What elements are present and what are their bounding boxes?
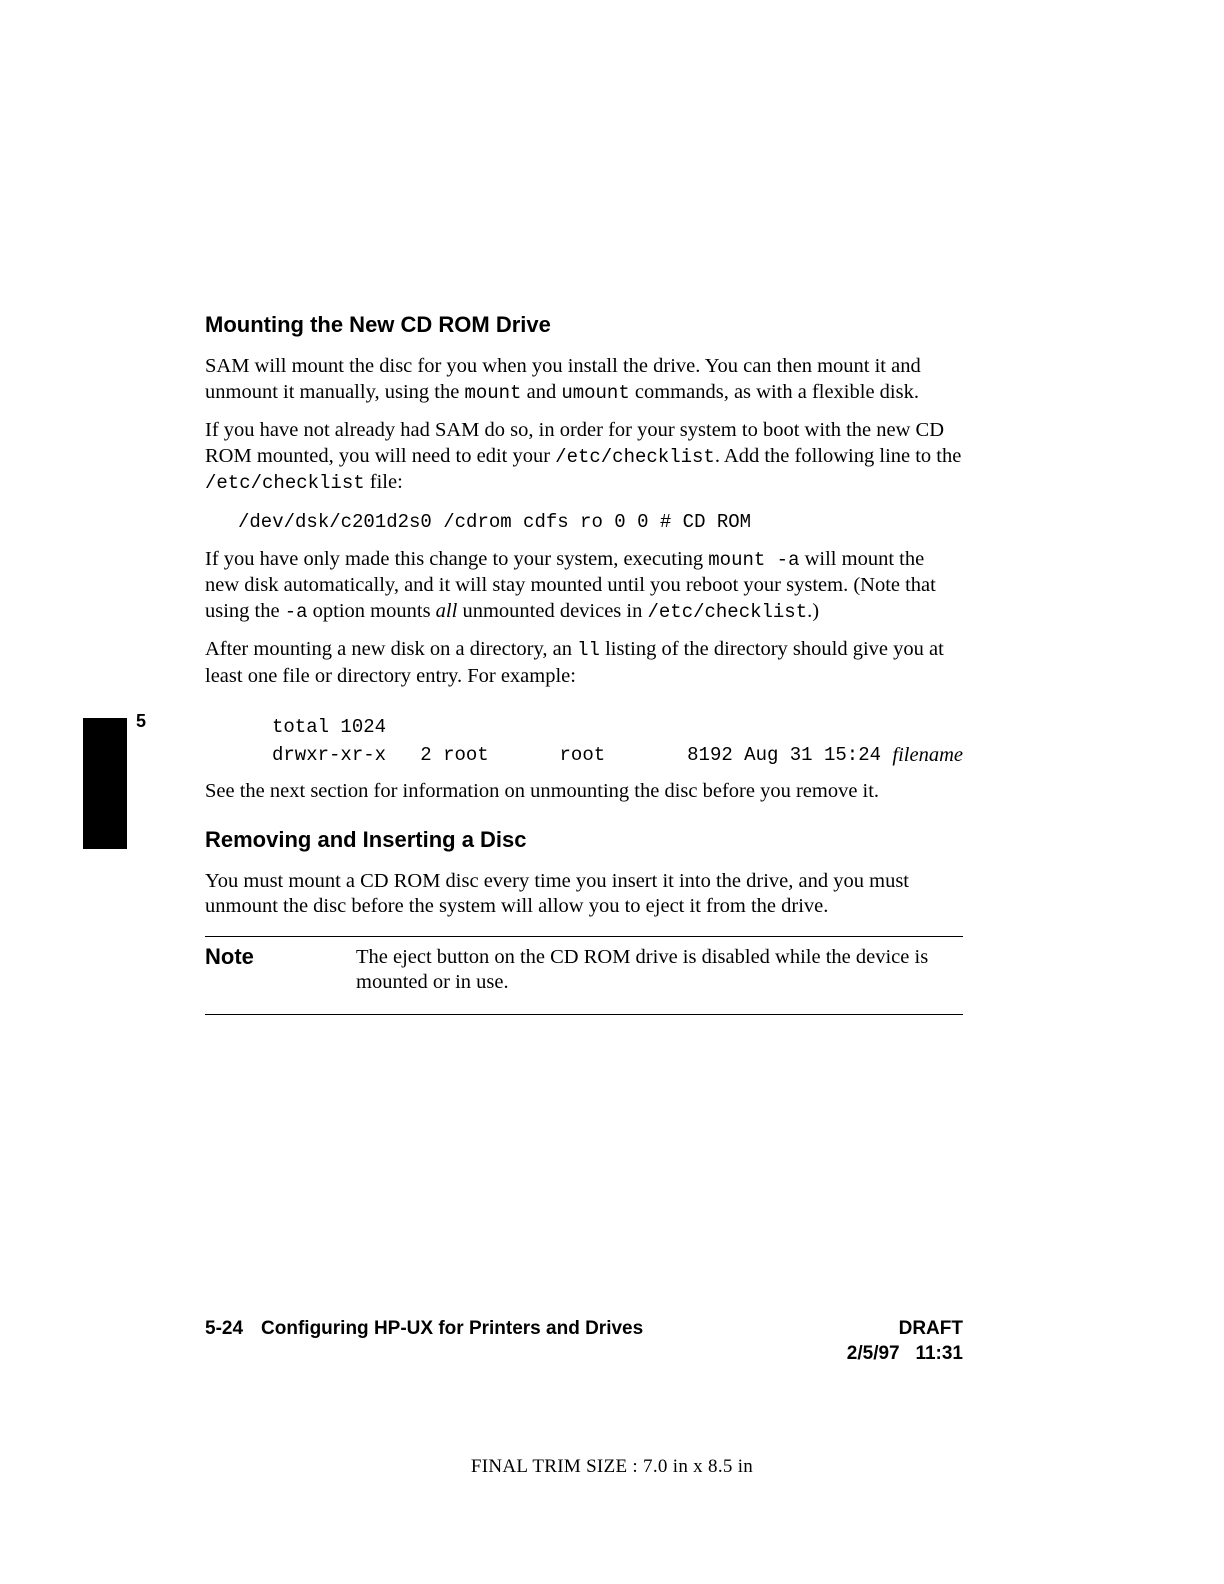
- footer-title: Configuring HP-UX for Printers and Drives: [261, 1318, 644, 1339]
- text-run: will mount the new disk automatically, and it will stay mounted until you reboot your system. (Note that using the: [205, 547, 936, 622]
- footer-left: [205, 1316, 643, 1341]
- command-ll: ll: [577, 639, 600, 661]
- listing-group: root: [559, 744, 606, 766]
- text-run: commands, as with a flexible disk.: [629, 380, 919, 403]
- command-mount-a: mount -a: [708, 548, 800, 571]
- note-box: [205, 936, 963, 1015]
- command-umount: umount: [561, 381, 630, 404]
- paragraph-next-section: See the next section for information on unmounting the disc before you remove it.: [205, 780, 880, 802]
- section-heading-mounting: Mounting the New CD ROM Drive: [205, 312, 551, 337]
- footer-time: 11:31: [915, 1343, 963, 1364]
- emphasis-all: all: [435, 599, 458, 622]
- footer-datetime: [847, 1341, 963, 1366]
- listing-total: total 1024: [272, 716, 387, 738]
- paragraph-ll-listing: [205, 637, 963, 689]
- text-run: If you have only made this change to your system, executing: [205, 547, 709, 570]
- path-checklist: /etc/checklist: [205, 472, 365, 494]
- listing-owner: root: [443, 744, 489, 766]
- listing-perms: drwxr-xr-x: [272, 744, 387, 766]
- chapter-tab-marker: [83, 718, 127, 849]
- path-checklist: /etc/checklist: [647, 600, 808, 623]
- listing-links: 2: [420, 744, 432, 766]
- option-a: -a: [284, 600, 308, 623]
- code-checklist-entry: /dev/dsk/c201d2s0 /cdrom cdfs ro 0 0 # CD ROM: [238, 510, 752, 533]
- text-run: unmounted devices in: [457, 599, 648, 622]
- page-content: [205, 310, 963, 1015]
- note-text: The eject button on the CD ROM drive is disabled while the device is mounted or in use.: [356, 945, 929, 993]
- paragraph-mount-intro: [205, 354, 963, 406]
- footer-right: [847, 1316, 963, 1366]
- chapter-tab-number: 5: [136, 711, 147, 731]
- text-run: and: [521, 380, 562, 403]
- listing-date: Aug 31 15:24: [744, 744, 881, 766]
- text-run: SAM will mount the disc for you when you install the drive. You can then mount it and unmount it manually, using the: [205, 355, 921, 403]
- text-run: . Add the following line to the: [714, 444, 962, 467]
- section-heading-removing: Removing and Inserting a Disc: [205, 826, 527, 852]
- note-label: Note: [205, 943, 254, 969]
- listing-total-row: [272, 713, 963, 741]
- text-run: If you have not already had SAM do so, in order for your system to boot with the new CD ROM mounted, you will need to edit your: [205, 419, 945, 467]
- text-run: file:: [364, 471, 403, 493]
- paragraph-mount-a: [205, 547, 963, 626]
- listing-entry-row: [272, 741, 963, 769]
- path-checklist: /etc/checklist: [555, 445, 715, 468]
- text-run: After mounting a new disk on a directory, an: [205, 638, 578, 660]
- paragraph-remove-insert: You must mount a CD ROM disc every time you insert it into the drive, and you must unmount the disc before the system will allow you to eject it from the drive.: [205, 869, 909, 917]
- text-run: .): [807, 599, 820, 622]
- text-run: listing of the directory should give you at least one file or directory entry. For example:: [205, 638, 944, 687]
- listing-size: 8192: [687, 744, 733, 766]
- footer-date: 2/5/97: [846, 1343, 900, 1364]
- footer-page-number: 5-24: [205, 1318, 244, 1339]
- directory-listing: [272, 713, 963, 769]
- trim-size-note: FINAL TRIM SIZE : 7.0 in x 8.5 in: [470, 1456, 754, 1477]
- listing-filename: filename: [892, 744, 963, 766]
- paragraph-checklist: [205, 418, 963, 497]
- command-mount: mount: [464, 381, 522, 404]
- text-run: option mounts: [307, 599, 436, 622]
- footer-status: DRAFT: [898, 1318, 963, 1339]
